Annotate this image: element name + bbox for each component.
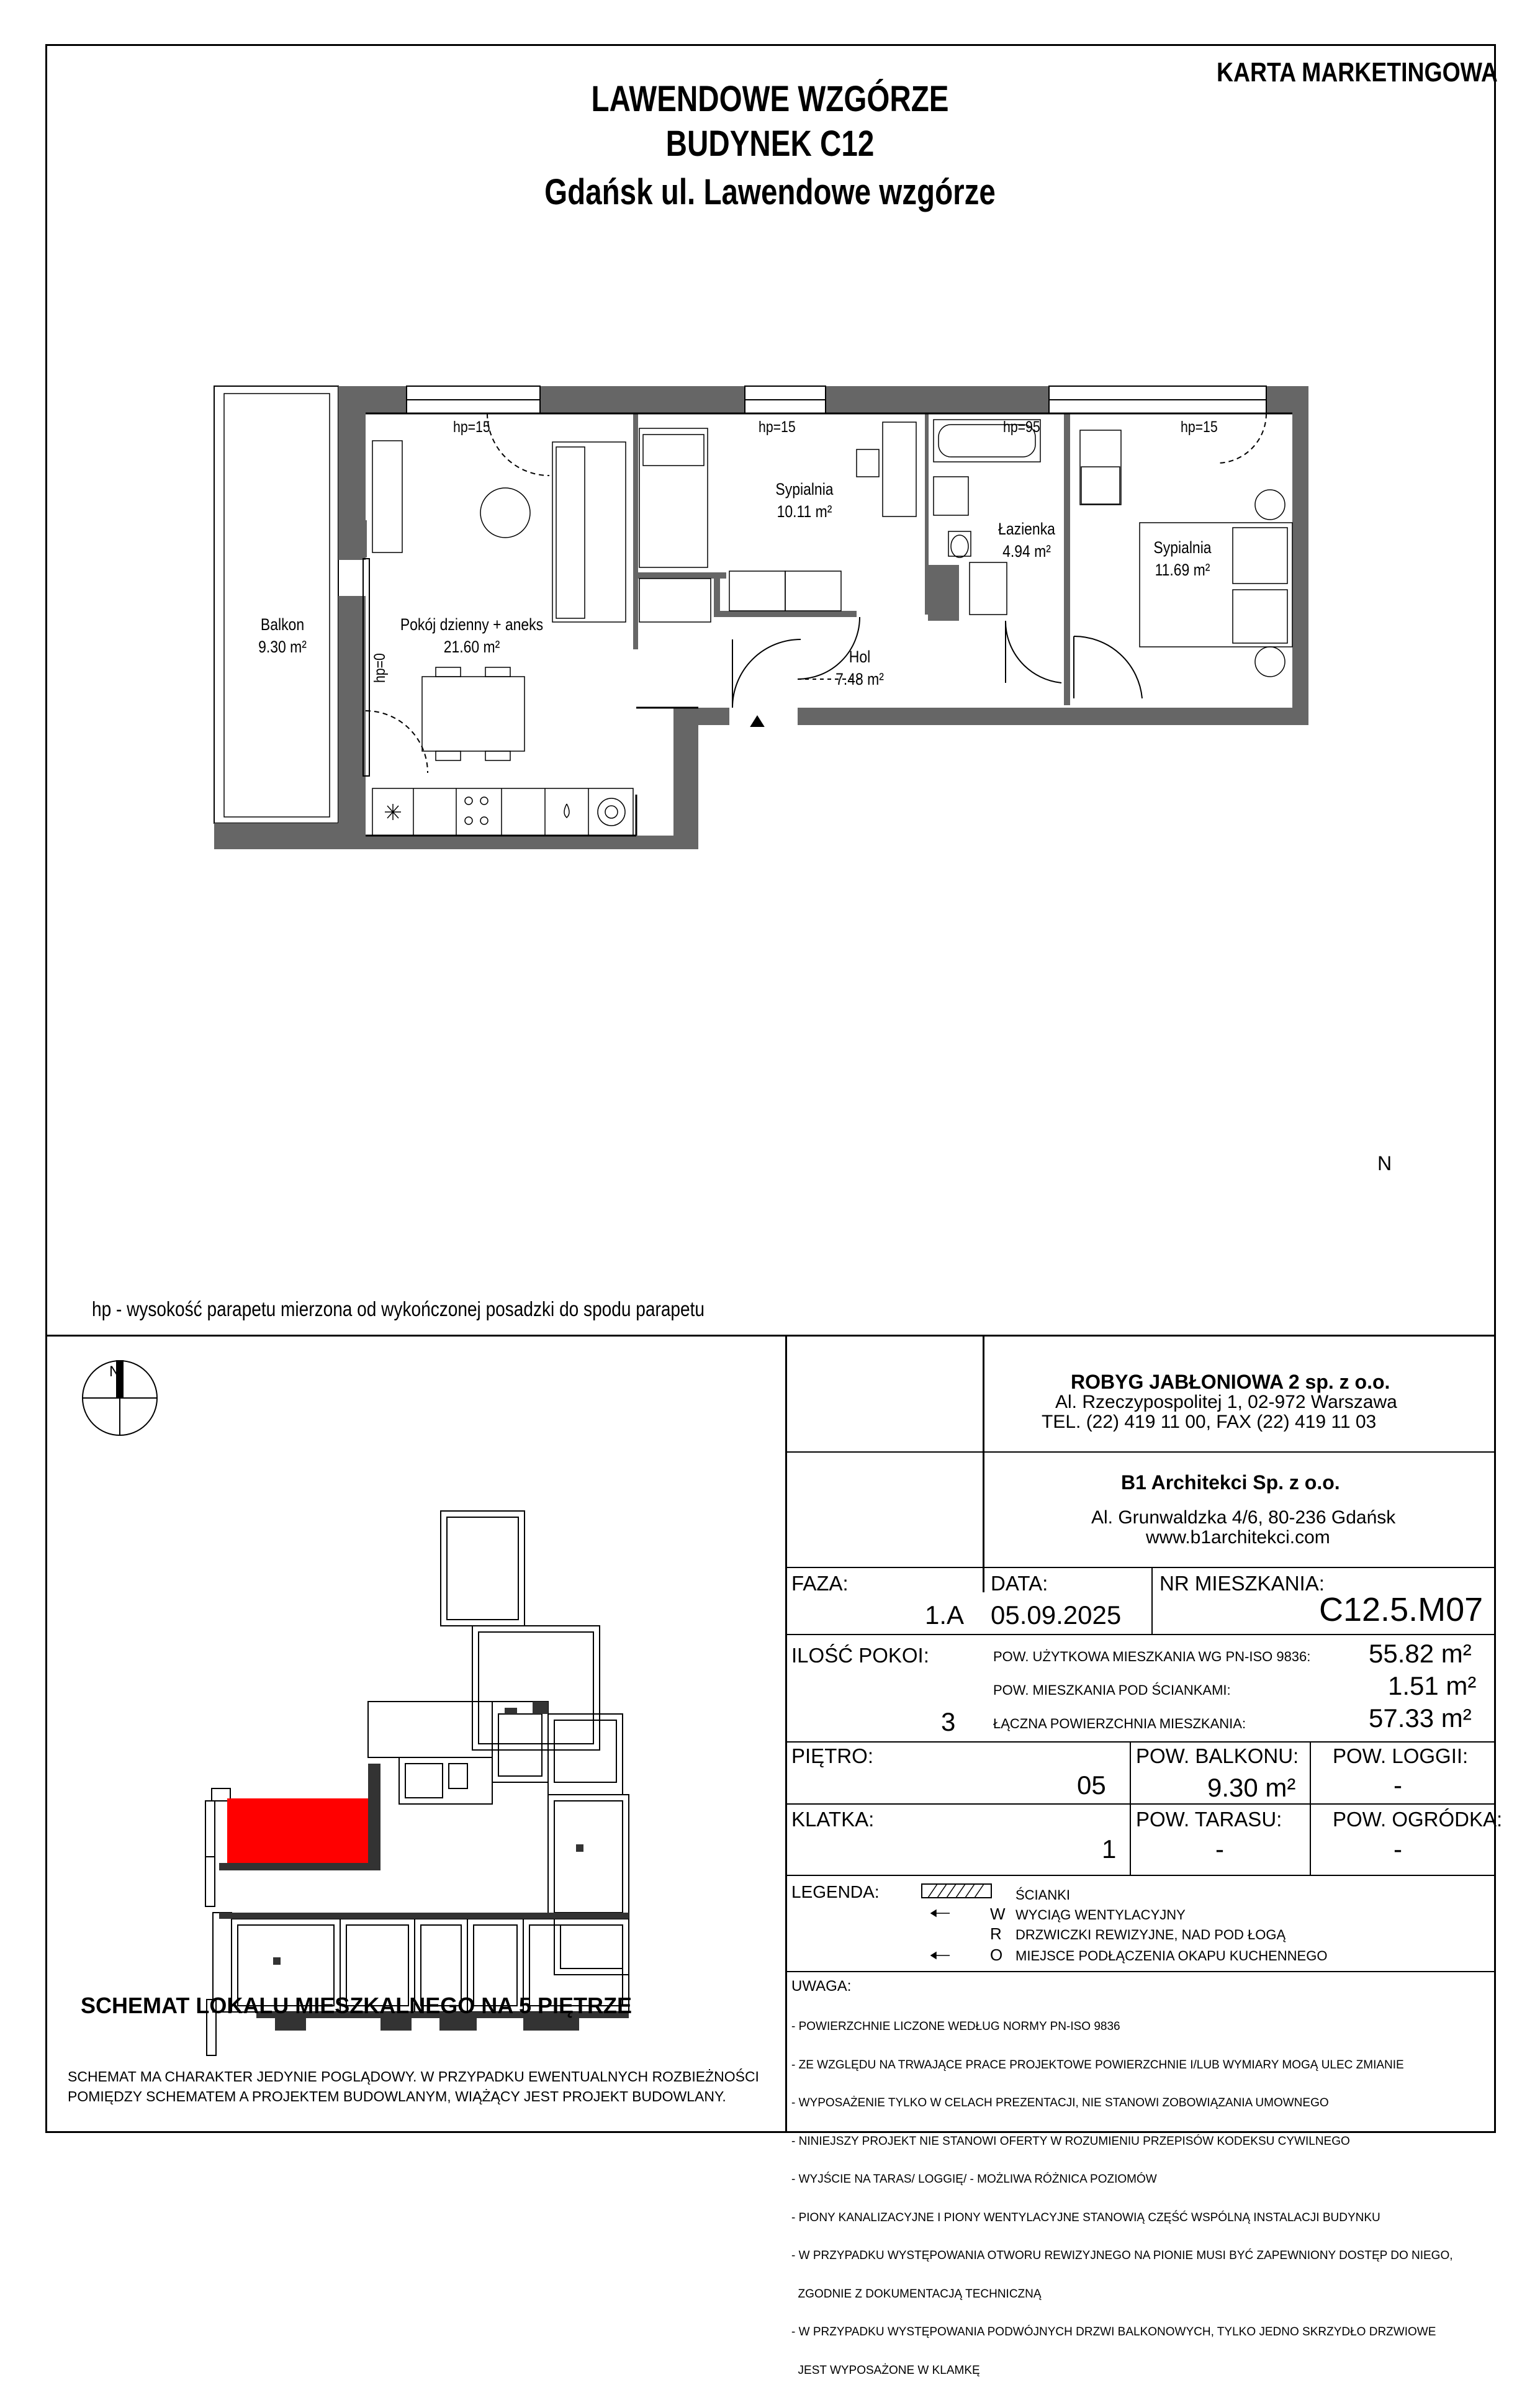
tb-hline-6	[787, 1875, 1496, 1876]
loggia-value: -	[1394, 1770, 1402, 1800]
divider-vertical	[785, 1335, 787, 2133]
taras-label: POW. TARASU:	[1136, 1808, 1282, 1831]
architect-name: B1 Architekci Sp. z o.o.	[1121, 1471, 1340, 1494]
legend-item-revision: DRZWICZKI REWIZYJNE, NAD POD ŁOGĄ	[1015, 1927, 1286, 1942]
room-bedroom-2: Sypialnia 11.69 m²	[1153, 538, 1212, 579]
parapet-bathroom: hp=95	[1003, 418, 1040, 436]
building-schema	[45, 1337, 785, 2133]
data-label: DATA:	[991, 1572, 1048, 1595]
legend-o-symbol: O	[990, 1946, 1003, 1964]
legend-item-vent: WYCIĄG WENTYLACYJNY	[1015, 1907, 1186, 1923]
klatka-value: 1	[1102, 1834, 1117, 1864]
klatka-label: KLATKA:	[791, 1808, 875, 1831]
tb-hline-5	[787, 1803, 1496, 1805]
compass-n-label: N	[1377, 1152, 1392, 1175]
tb-hline-2	[787, 1567, 1496, 1568]
pow-laczna-label: ŁĄCZNA POWIERZCHNIA MIESZKANIA:	[993, 1716, 1246, 1731]
legend-item-hood: MIEJSCE PODŁĄCZENIA OKAPU KUCHENNEGO	[1015, 1948, 1328, 1964]
legend-label: LEGENDA:	[791, 1882, 880, 1901]
address-title: Gdańsk ul. Lawendowe wzgórze	[544, 172, 996, 212]
pow-pod-value: 1.51 m²	[1388, 1671, 1477, 1700]
schema-title: SCHEMAT LOKALU MIESZKALNEGO NA 5 PIĘTRZE	[81, 1993, 633, 2018]
building-title: BUDYNEK C12	[665, 124, 875, 164]
pietro-label: PIĘTRO:	[791, 1744, 874, 1767]
parapet-bedroom-1: hp=15	[759, 418, 796, 436]
tb-hline-4	[787, 1741, 1496, 1743]
tb-vline-2	[1151, 1567, 1153, 1634]
tb-vline-4	[1310, 1741, 1311, 1875]
tb-vline-3	[1130, 1741, 1131, 1875]
schema-compass-n: N	[109, 1363, 120, 1380]
schema-disclaimer-1: SCHEMAT MA CHARAKTER JEDYNIE POGLĄDOWY. W PRZYPADKU EWENTUALNYCH ROZBIEŻNOŚCI	[68, 2068, 759, 2085]
balcony-outline	[214, 386, 338, 823]
legend-symbols	[919, 1881, 999, 1968]
nr-label: NR MIESZKANIA:	[1160, 1572, 1325, 1595]
legend-r-symbol: R	[990, 1924, 1002, 1943]
tb-hline-7	[787, 1971, 1496, 1972]
data-value: 05.09.2025	[991, 1600, 1122, 1630]
parapet-balcony-door: hp=0	[371, 653, 389, 683]
investor-address: Al. Rzeczypospolitej 1, 02-972 Warszawa	[1055, 1392, 1397, 1412]
project-title: LAWENDOWE WZGÓRZE	[591, 79, 949, 119]
pow-pod-label: POW. MIESZKANIA POD ŚCIANKAMI:	[993, 1682, 1231, 1698]
tb-vline-1	[983, 1337, 984, 1592]
notes-list: - POWIERZCHNIE LICZONE WEDŁUG NORMY PN-ISO 9836 - ZE WZGLĘDU NA TRWAJĄCE PRACE PROJEKTOWE POWIERZCHNIE I/LUB WYMIARY MOGĄ ULEC ZMIANIE - WYPOSAŻENIE TYLKO W CELACH PREZENTACJI, NIE STANOWI ZOBOWIĄZANIA UMOWNEGO - NINIEJSZY PROJEKT NIE STANOWI OFERTY W ROZUMIENIU PRZEPISÓW KODEKSU CYWILNEGO - WYJŚCIE NA TARAS/ LOGGIĘ/ - MOŻLIWA RÓŻNICA POZIOMÓW - PIONY KANALIZACYJNE I PIONY WENTYLACYJNE STANOWIĄ CZĘŚĆ WSPÓLNĄ INSTALACJI BUDYNKU - W PRZYPADKU WYSTĘPOWANIA OTWORU REWIZYJNEGO NA PIONIE MUSI BYĆ ZAPEWNIONY DOSTĘP DO NIEGO, ZGODNIE Z DOKUMENTACJĄ TECHNICZNĄ - W PRZYPADKU WYSTĘPOWANIA PODWÓJNYCH DRZWI BALKONOWYCH, TYLKO JEDNO SKRZYDŁO DRZWIOWE JEST WYPOSAŻONE W KLAMKĘ	[791, 2020, 1453, 2377]
hp-note: hp - wysokość parapetu mierzona od wykończonej posadzki do spodu parapetu	[92, 1297, 705, 1320]
nr-value: C12.5.M07	[1319, 1591, 1484, 1628]
balkon-label: POW. BALKONU:	[1136, 1744, 1299, 1767]
parapet-bedroom-2: hp=15	[1181, 418, 1218, 436]
room-living: Pokój dzienny + aneks 21.60 m²	[400, 615, 544, 656]
card-type: KARTA MARKETINGOWA	[1217, 57, 1498, 88]
loggia-label: POW. LOGGII:	[1333, 1744, 1469, 1767]
pokoje-value: 3	[941, 1707, 956, 1736]
pow-uzytkowa-label: POW. UŻYTKOWA MIESZKANIA WG PN-ISO 9836:	[993, 1649, 1311, 1664]
schema-disclaimer-2: POMIĘDZY SCHEMATEM A PROJEKTEM BUDOWLANYM, WIĄŻĄCY JEST PROJEKT BUDOWLANY.	[68, 2088, 726, 2104]
notes-label: UWAGA:	[791, 1978, 852, 1995]
ogrodek-value: -	[1394, 1834, 1402, 1864]
pow-laczna-value: 57.33 m²	[1369, 1703, 1472, 1733]
faza-label: FAZA:	[791, 1572, 849, 1595]
tb-hline-1	[787, 1451, 1496, 1453]
room-balcony: Balkon 9.30 m²	[258, 615, 307, 656]
parapet-living: hp=15	[453, 418, 490, 436]
taras-value: -	[1215, 1834, 1224, 1864]
room-bedroom-1: Sypialnia 10.11 m²	[775, 480, 834, 521]
architect-web: www.b1architekci.com	[1146, 1527, 1330, 1548]
room-hall: Hol 7.48 m²	[835, 647, 884, 688]
investor-phone: TEL. (22) 419 11 00, FAX (22) 419 11 03	[1042, 1412, 1377, 1432]
pow-uzytkowa-value: 55.82 m²	[1369, 1639, 1472, 1668]
faza-value: 1.A	[925, 1600, 965, 1630]
room-bathroom: Łazienka 4.94 m²	[998, 520, 1055, 561]
ogrodek-label: POW. OGRÓDKA:	[1333, 1808, 1503, 1831]
pietro-value: 05	[1077, 1770, 1106, 1800]
balkon-value: 9.30 m²	[1207, 1773, 1296, 1802]
tb-hline-3	[787, 1634, 1496, 1635]
schema-outline	[205, 1511, 629, 2055]
investor-name: ROBYG JABŁONIOWA 2 sp. z o.o.	[1071, 1371, 1390, 1393]
pokoje-label: ILOŚĆ POKOI:	[791, 1644, 929, 1667]
architect-address: Al. Grunwaldzka 4/6, 80-236 Gdańsk	[1091, 1507, 1396, 1528]
legend-item-walls: ŚCIANKI	[1015, 1887, 1071, 1903]
legend-w-symbol: W	[990, 1905, 1006, 1923]
